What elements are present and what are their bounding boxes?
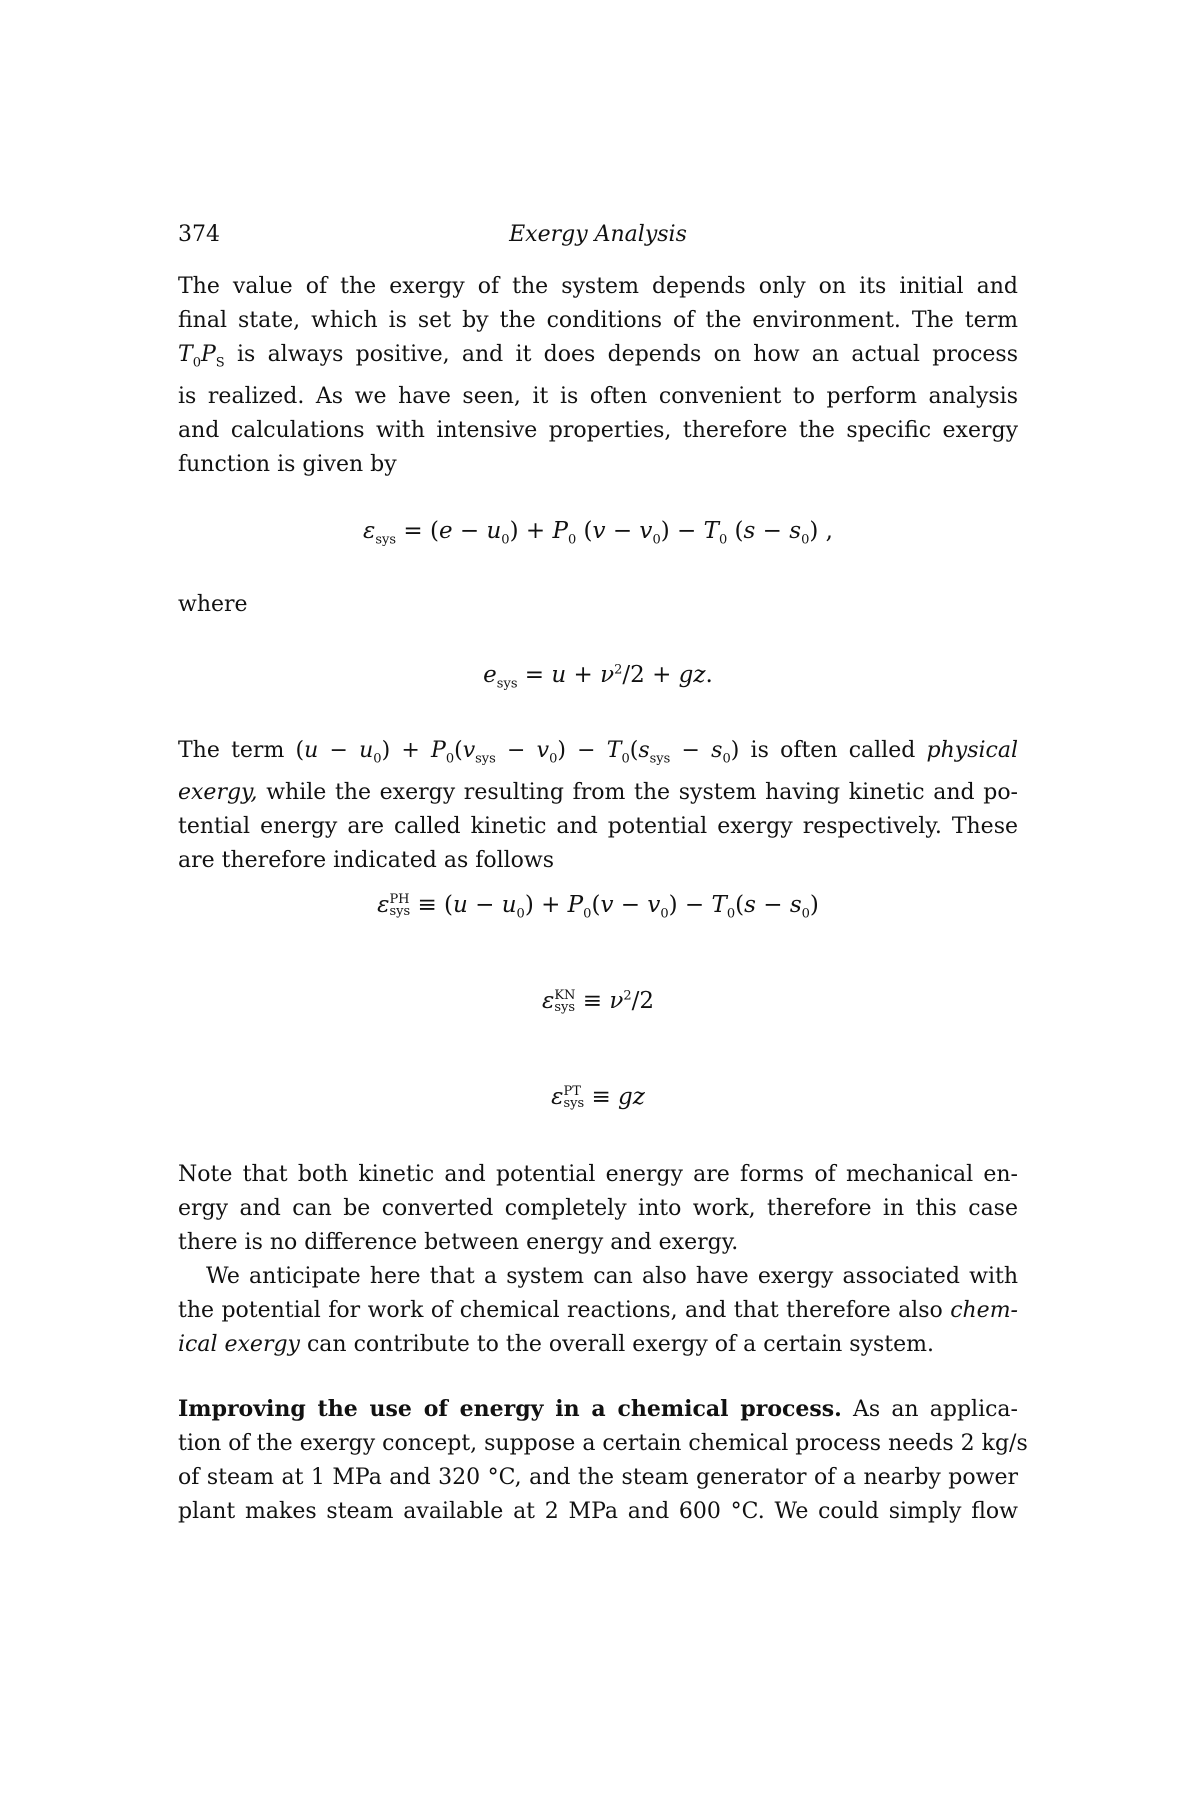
inline-math-physical-exergy: $(u - u_0) + P_0(v_{sys} - v_0) - T_0(s_{sys} - s_0)$ xyxy=(295,738,740,767)
paragraph-line: function is given by xyxy=(178,452,397,478)
book-page xyxy=(178,0,1028,1800)
running-head xyxy=(178,218,1018,252)
paragraph-line xyxy=(178,776,1018,810)
where-line xyxy=(178,588,1018,622)
paragraph-line xyxy=(178,1392,1018,1427)
paragraph-line-text: is always positive, and it does depends on how an actual process xyxy=(236,342,1019,367)
equation-specific-exergy: $\varepsilon_{sys} = (e - u_0) + P_0$ $(v - v_0) - T_0$ $(s - s_0)$ , xyxy=(363,518,833,548)
paragraph-line: ergy and can be converted completely into work, therefore in this case xyxy=(178,1196,1018,1221)
emphasis-text: exergy, xyxy=(178,780,258,806)
paragraph-2 xyxy=(178,734,1018,878)
section-heading: Improving the use of energy in a chemical process. xyxy=(178,1396,842,1422)
equation-kinetic-exergy: ε KN sys ≡ $\nu^2/2$ xyxy=(542,988,654,1015)
paragraph-line: We anticipate here that a system can also have exergy associated with xyxy=(206,1264,1018,1289)
paragraph-line: of steam at 1 MPa and 320 °C, and the steam generator of a nearby power xyxy=(178,1465,1018,1490)
paragraph-4 xyxy=(178,1260,1018,1362)
equation-physical-exergy: ε PH sys ≡ $(u - u_0) + P_0(v - v_0) - T_0(s - s_0)$ xyxy=(377,892,819,922)
page-number: 374 xyxy=(178,222,220,247)
equation-potential-exergy: ε PT sys ≡ gz xyxy=(551,1084,645,1111)
emphasis-text: chem- xyxy=(950,1298,1018,1323)
paragraph-line: and calculations with intensive properties, therefore the specific exergy xyxy=(178,418,1018,444)
inline-math-t0ps: $T_0P_S$ xyxy=(178,342,225,371)
equation-specific-energy: $e_{sys} = u + \nu^2/2$ + gz. xyxy=(483,662,713,692)
paragraph-line xyxy=(178,1328,1018,1362)
paragraph-3 xyxy=(178,1158,1018,1260)
paragraph-line xyxy=(178,1294,1018,1328)
paragraph-line xyxy=(178,338,1018,380)
paragraph-line: are therefore indicated as follows xyxy=(178,848,555,874)
paragraph-line: is realized. As we have seen, it is often convenient to perform analysis xyxy=(178,384,1018,410)
text-fragment: As an applica- xyxy=(852,1397,1018,1422)
text-fragment: while the exergy resulting from the system having kinetic and po- xyxy=(266,780,1018,806)
paragraph-line xyxy=(178,734,1018,776)
paragraph-line: The value of the exergy of the system depends only on its initial and xyxy=(178,274,1018,299)
paragraph-line: tential energy are called kinetic and potential exergy respectively. These xyxy=(178,814,1018,840)
paragraph-line: final state, which is set by the conditions of the environment. The term xyxy=(178,308,1018,333)
paragraph-line: tion of the exergy concept, suppose a certain chemical process needs 2 kg/s xyxy=(178,1431,1028,1456)
paragraph-line: Note that both kinetic and potential energy are forms of mechanical en- xyxy=(178,1162,1018,1187)
text-fragment: can contribute to the overall exergy of a certain system. xyxy=(306,1332,935,1357)
text-fragment: The term xyxy=(178,738,285,763)
text-fragment: is often called xyxy=(750,738,916,763)
emphasis-text: ical exergy xyxy=(178,1332,300,1357)
running-title: Exergy Analysis xyxy=(509,222,687,247)
emphasis-text: physical xyxy=(926,738,1018,763)
paragraph-line: there is no difference between energy and exergy. xyxy=(178,1230,739,1255)
where-label: where xyxy=(178,592,248,617)
text-fragment: the potential for work of chemical reactions, and that therefore also xyxy=(178,1298,943,1323)
paragraph-line: plant makes steam available at 2 MPa and 600 °C. We could simply flow xyxy=(178,1499,1018,1524)
paragraph-5 xyxy=(178,1392,1028,1529)
paragraph-1 xyxy=(178,270,1018,482)
